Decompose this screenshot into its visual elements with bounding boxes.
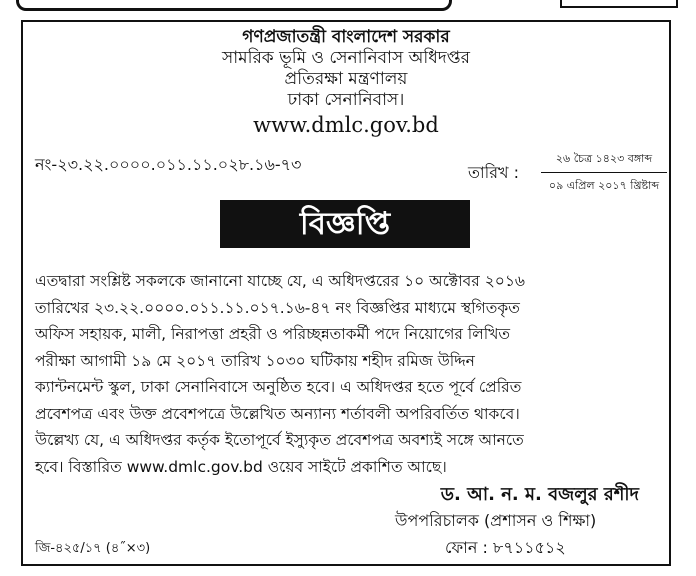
top-border-fragment <box>16 0 452 11</box>
body-line: অফিস সহায়ক, মালী, নিরাপত্তা প্রহরী ও পরিচ্ছন্নতাকর্মী পদে নিয়োগের লিখিত <box>35 325 511 343</box>
notice-box <box>21 20 671 566</box>
ministry-name: প্রতিরক্ষা মন্ত্রণালয় <box>284 69 408 89</box>
notice-title: বিজ্ঞপ্তি <box>220 200 470 248</box>
date-english: ০৯ এপ্রিল ২০১৭ খ্রিষ্টাব্দ <box>548 179 660 192</box>
signer-designation: উপপরিচালক (প্রশাসন ও শিক্ষা) <box>395 511 597 530</box>
notice-header <box>23 26 669 139</box>
body-line: উল্লেখ্য যে, এ অধিদপ্তর কর্তৃক ইতোপূর্বে ইস্যুকৃত প্রবেশপত্র অবশ্যই সঙ্গে আনতে <box>35 431 524 449</box>
body-line: এতদ্বারা সংশ্লিষ্ট সকলকে জানানো যাচ্ছে যে, এ অধিদপ্তরের ১০ অক্টোবর ২০১৬ <box>35 272 526 290</box>
body-line: ক্যান্টনমেন্ট স্কুল, ঢাকা সেনানিবাসে অনুষ্ঠিত হবে। এ অধিদপ্তর হতে পূর্বে প্রেরিত <box>35 378 522 396</box>
location-name: ঢাকা সেনানিবাস। <box>287 90 405 110</box>
body-line: প্রবেশপত্র এবং উক্ত প্রবেশপত্রে উল্লেখিত অন্যান্য শর্তাবলী অপরিবর্তিত থাকবে। <box>35 404 520 423</box>
body-line: পরীক্ষা আগামী ১৯ মে ২০১৭ তারিখ ১০৩০ ঘটিকায় শহীদ রমিজ উদ্দিন <box>35 351 475 370</box>
signer-phone: ফোন : ৮৭১১৫১২ <box>445 538 566 557</box>
reference-number: নং-২৩.২২.০০০০.০১১.১১.০২৮.১৬-৭৩ <box>35 155 302 174</box>
department-name: সামরিক ভূমি ও সেনানিবাস অধিদপ্তর <box>221 48 470 68</box>
date-bangla: ২৬ চৈত্র ১৪২৩ বঙ্গাব্দ <box>541 150 667 173</box>
date-box <box>541 150 667 196</box>
signer-name: ড. আ. ন. ম. বজলুর রশীদ <box>440 484 639 505</box>
body-line: হবে। বিস্তারিত www.dmlc.gov.bd ওয়েব সাইটে প্রকাশিত আছে। <box>35 457 447 476</box>
signature-block <box>383 482 663 562</box>
date-label: তারিখ : <box>468 163 520 182</box>
ad-code: জি-৪২৫/১৭ (৪˝×৩) <box>35 541 151 556</box>
notice-body <box>35 268 663 480</box>
body-line: তারিখের ২৩.২২.০০০০.০১১.১১.০১৭.১৬-৪৭ নং বিজ্ঞপ্তির মাধ্যমে স্থগিতকৃত <box>35 298 520 317</box>
government-name: গণপ্রজাতন্ত্রী বাংলাদেশ সরকার <box>242 27 450 47</box>
top-border-fragment-right <box>560 0 678 8</box>
website-url: www.dmlc.gov.bd <box>253 113 439 137</box>
